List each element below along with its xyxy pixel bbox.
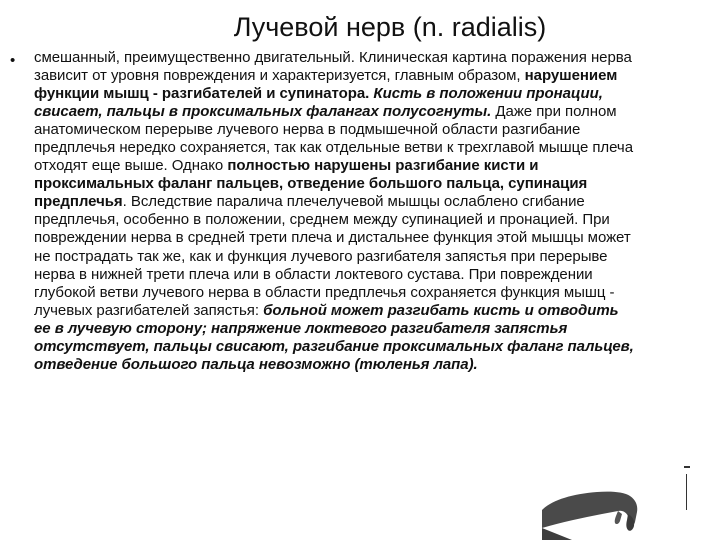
slide-title: Лучевой нерв (n. radialis) <box>233 12 547 42</box>
paragraph-segment: Даже при полном анатомическом перерыве лучевого нерва в подмышечной области разгибание предплечья нередко сохраняется, так как отдельные ветви к трехглавой мышце плеча отходят еще выше. Однако <box>34 103 633 175</box>
wrist-drop-hand-image <box>542 470 652 540</box>
decorative-line <box>686 474 687 510</box>
paragraph-segment: смешанный, преимущественно двигательный. Клиническая картина поражения нерва зависит от уровня повреждения и характеризуется, главным образом, <box>34 49 632 85</box>
paragraph-segment-bold-italic: Кисть в положении пронации, свисает, пальцы в проксимальных фалангах полусогнуты. <box>34 85 603 121</box>
bullet-point: • <box>10 52 16 69</box>
main-paragraph <box>34 49 634 374</box>
paragraph-segment-bold: нарушением функции мышц - разгибателей и супинатора. <box>34 67 618 103</box>
decorative-dash <box>684 466 690 468</box>
paragraph-segment-bold: полностью нарушены разгибание кисти и проксимальных фаланг пальцев, отведение большого пальца, супинация предплечья <box>34 157 588 211</box>
arm-edge-shape <box>542 528 572 540</box>
paragraph-segment-bold-italic: больной может разгибать кисть и отводить ее в лучевую сторону; напряжение локтевого разгибателя запястья отсутствует, пальцы свисают, разгибание проксимальных фаланг пальцев, отведение большого пальца невозможно (тюленья лапа). <box>34 301 634 373</box>
paragraph-segment: . Вследствие паралича плечелучевой мышцы ослаблено сгибание предплечья, особенно в положении, среднем между супинацией и пронацией. При повреждении нерва в средней трети плеча и дистальнее функция этой мышцы может не пострадать так же, как и функция лучевого разгибателя запястья при перерыве нерва в нижней трети плеча или в области локтевого сустава. При повреждении глубокой ветви лучевого нерва в области предплечья сохраняется функция мышц - лучевых разгибателей запястья: <box>34 193 631 319</box>
thumb-shape <box>615 511 622 524</box>
forearm-shape <box>542 492 637 528</box>
